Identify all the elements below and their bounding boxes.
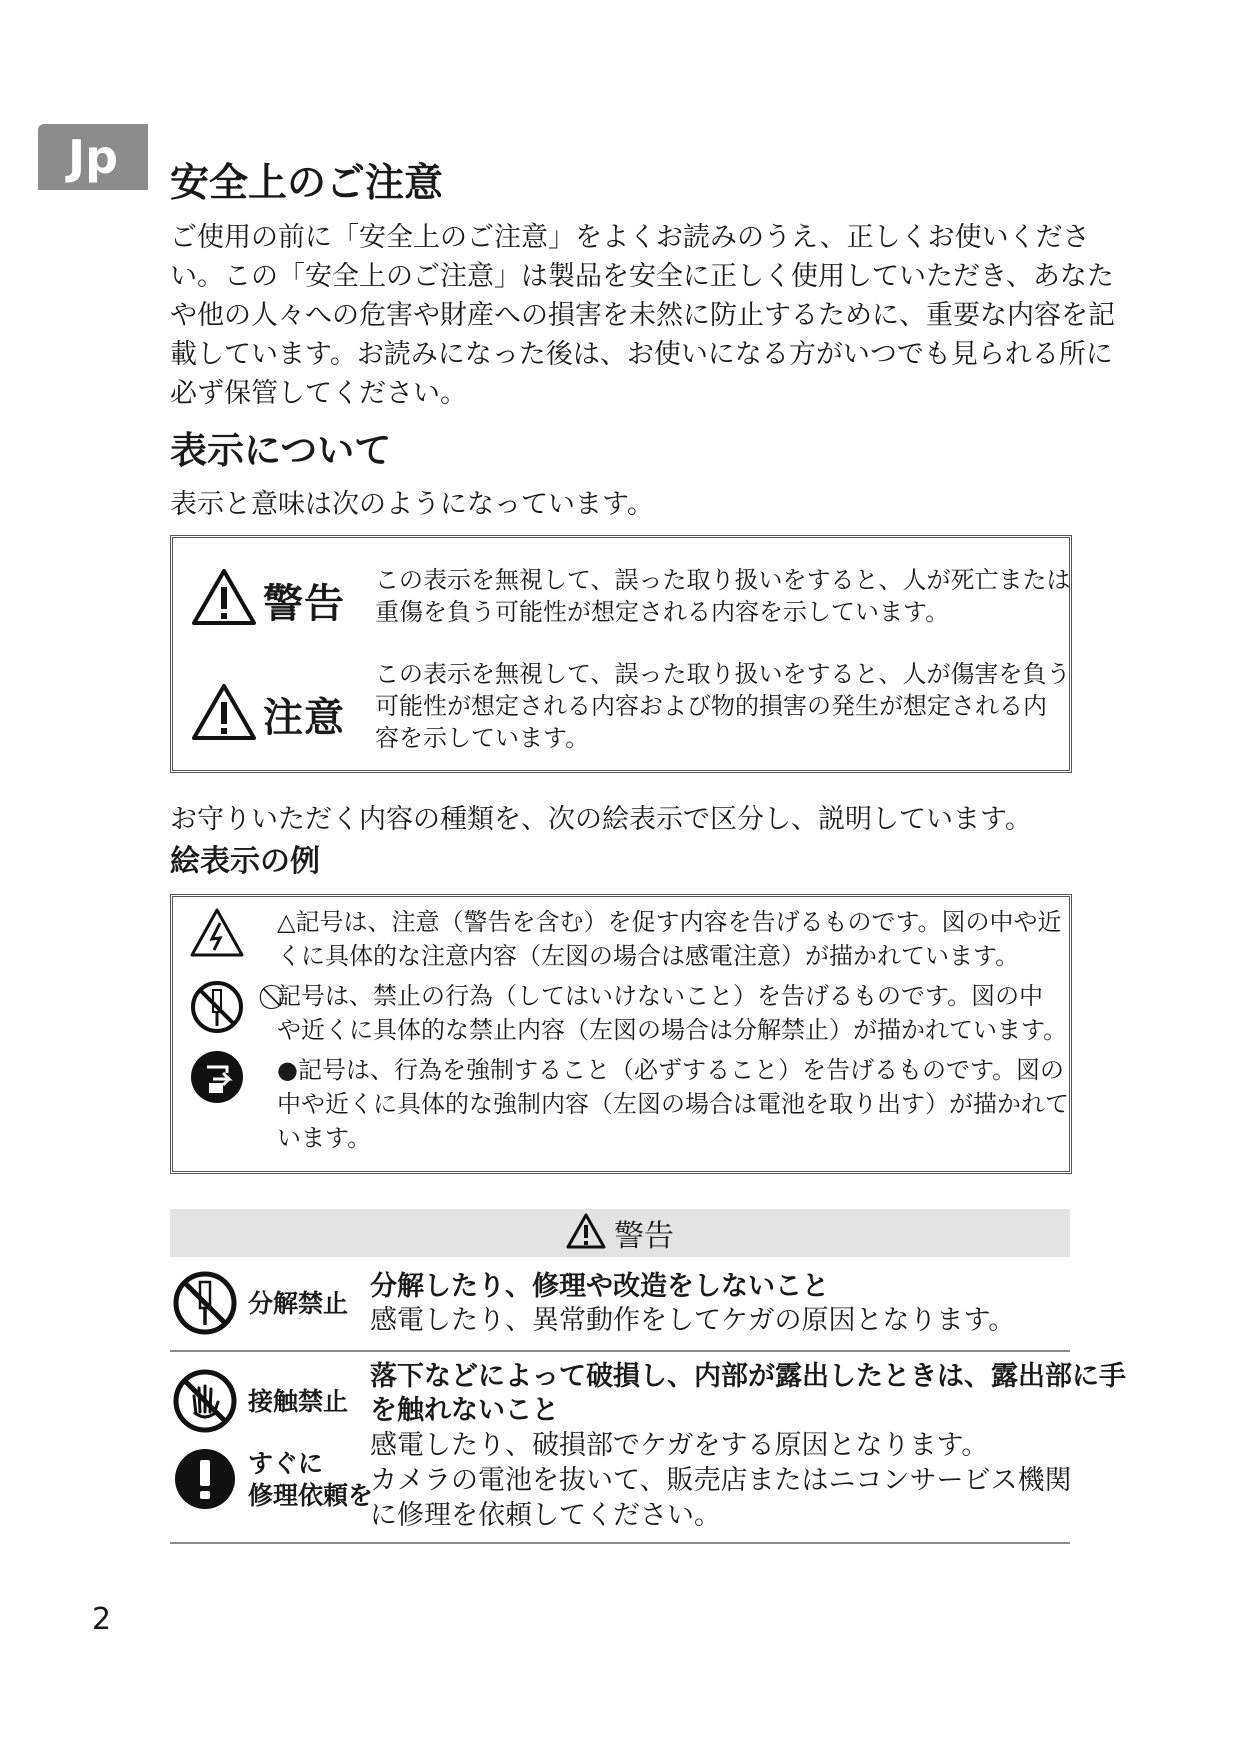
- intro-line: い。この「安全上のご注意」は製品を安全に正しく使用していただき、あなた: [170, 261, 1114, 292]
- symbol-example-line: △記号は、注意（警告を含む）を促す内容を告げるものです。図の中や近: [277, 908, 1062, 936]
- caution-label: 注意: [263, 695, 345, 741]
- symbols-intro: お守りいただく内容の種類を、次の絵表示で区分し、説明しています。: [170, 804, 1032, 835]
- remove-battery-icon: [189, 1049, 245, 1109]
- language-tab: Jp: [38, 124, 148, 190]
- page-number: 2: [92, 1602, 112, 1637]
- row-divider: [170, 1350, 1070, 1352]
- row-title-line: 分解したり、修理や改造をしないこと: [370, 1271, 829, 1302]
- caution-description-line: 可能性が想定される内容および物的損害の発生が想定される内: [375, 692, 1047, 720]
- caution-description: [375, 658, 1071, 754]
- warning-triangle-icon: [566, 1213, 606, 1253]
- row-body-line: カメラの電池を抜いて、販売店またはニコンサービス機関: [370, 1465, 1072, 1496]
- symbols-heading: 絵表示の例: [170, 844, 320, 879]
- symbol-example-text: [277, 979, 1067, 1047]
- row-body: [370, 1428, 1071, 1533]
- warning-description-line: この表示を無視して、誤った取り扱いをすると、人が死亡または: [375, 566, 1071, 594]
- symbol-example-line: ⃠記号は、禁止の行為（してはいけないこと）を告げるものです。図の中: [277, 982, 1044, 1010]
- symbol-example-text: [277, 905, 1067, 973]
- intro-paragraph: [170, 218, 1115, 413]
- warning-banner-label: 警告: [614, 1219, 674, 1254]
- legend-box: [170, 535, 1072, 773]
- intro-line: ご使用の前に「安全上のご注意」をよくお読みのうえ、正しくお使いくださ: [170, 222, 1090, 253]
- row-body-line: 感電したり、破損部でケガをする原因となります。: [370, 1430, 989, 1461]
- caution-description-line: 容を示しています。: [375, 724, 590, 752]
- symbol-example-line: います。: [277, 1124, 372, 1152]
- row-title-line: 落下などによって破損し、内部が露出したときは、露出部に手: [370, 1361, 1126, 1392]
- display-intro: 表示と意味は次のようになっています。: [170, 489, 654, 520]
- request-repair-label-line: 修理依頼を: [248, 1481, 374, 1510]
- symbol-examples-box: [170, 894, 1072, 1174]
- row-body-line: 感電したり、異常動作をしてケガの原因となります。: [370, 1305, 1016, 1336]
- warning-label: 警告: [263, 581, 345, 627]
- row-title: [370, 1360, 1126, 1428]
- electric-shock-warning-icon: [189, 907, 245, 963]
- symbol-example-line: や近くに具体的な禁止内容（左図の場合は分解禁止）が描かれています。: [277, 1016, 1068, 1044]
- page-title: 安全上のご注意: [170, 161, 444, 206]
- warning-description-line: 重傷を負う可能性が想定される内容を示しています。: [375, 598, 950, 626]
- no-disassembly-icon: [189, 979, 245, 1039]
- intro-line: や他の人々への危害や財産への損害を未然に防止するために、重要な内容を記: [170, 300, 1115, 331]
- row-divider: [170, 1542, 1070, 1544]
- symbol-example-line: ●記号は、行為を強制すること（必ずすること）を告げるものです。図の: [277, 1056, 1065, 1084]
- symbol-example-text: [277, 1053, 1067, 1155]
- symbol-example-line: 中や近くに具体的な強制内容（左図の場合は電池を取り出す）が描かれて: [277, 1090, 1069, 1118]
- row-body: [370, 1303, 1015, 1338]
- no-touch-label: 接触禁止: [248, 1387, 349, 1416]
- no-disassembly-label: 分解禁止: [248, 1289, 349, 1318]
- request-repair-label-line: すぐに: [248, 1449, 324, 1478]
- row-title: [370, 1270, 829, 1304]
- request-repair-label: [248, 1448, 373, 1512]
- intro-line: 必ず保管してください。: [170, 378, 467, 409]
- display-heading: 表示について: [170, 429, 392, 472]
- symbol-example-line: くに具体的な注意内容（左図の場合は感電注意）が描かれています。: [277, 942, 1020, 970]
- mandatory-action-icon: [172, 1446, 238, 1516]
- caution-description-line: この表示を無視して、誤った取り扱いをすると、人が傷害を負う: [375, 660, 1071, 688]
- warning-description: [375, 564, 1071, 628]
- warning-banner: [170, 1209, 1070, 1257]
- intro-line: 載しています。お読みになった後は、お使いになる方がいつでも見られる所に: [170, 339, 1113, 370]
- warning-triangle-icon: [191, 568, 257, 630]
- no-touch-icon: [172, 1368, 238, 1438]
- no-disassembly-icon: [172, 1270, 238, 1340]
- row-title-line: を触れないこと: [370, 1395, 559, 1426]
- row-body-line: に修理を依頼してください。: [370, 1500, 721, 1531]
- caution-triangle-icon: [191, 683, 257, 745]
